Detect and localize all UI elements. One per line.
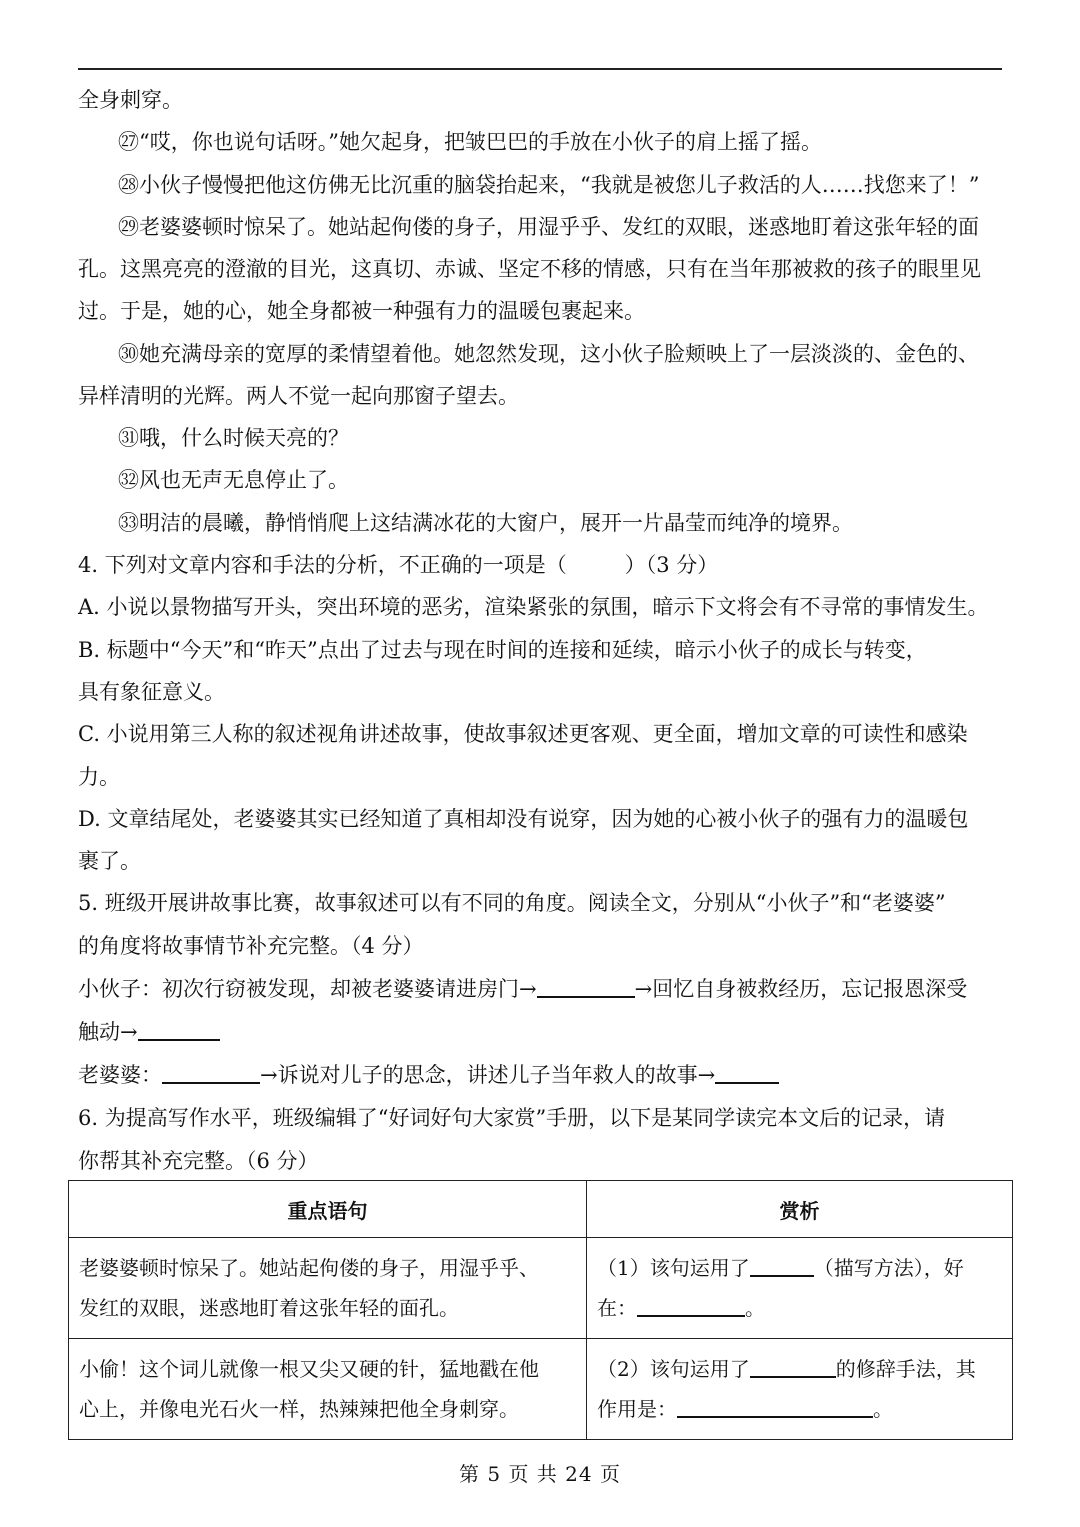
q6-blank-1[interactable]: [750, 1253, 814, 1277]
cell-text: 在：: [597, 1296, 637, 1320]
q6-blank-2[interactable]: [637, 1293, 745, 1317]
q6-blank-3[interactable]: [750, 1354, 836, 1378]
paragraph-33: ㉝明洁的晨曦，静悄悄爬上这结满冰花的大窗户，展开一片晶莹而纯净的境界。: [118, 511, 853, 535]
table-row: [69, 1339, 1013, 1440]
q4-option-d: D. 文章结尾处，老婆婆其实已经知道了真相却没有说穿，因为她的心被小伙子的强有力的温暖包: [78, 807, 969, 831]
q4-stem-a: 4. 下列对文章内容和手法的分析，不正确的一项是（: [78, 553, 567, 577]
table-header-key-sentence: 重点语句: [69, 1181, 587, 1238]
cell-text: 心上，并像电光石火一样，热辣辣把他全身刺穿。: [79, 1397, 519, 1421]
paragraph-31: ㉛哦，什么时候天亮的？: [118, 426, 349, 450]
cell-text: 的修辞手法，其: [835, 1357, 976, 1381]
q4-option-b: B. 标题中“今天”和“昨天”点出了过去与现在时间的连接和延续，暗示小伙子的成长与转变，: [78, 638, 927, 662]
q4-option-b-cont: 具有象征意义。: [78, 680, 225, 704]
q5-boy-blank-2[interactable]: [138, 1017, 220, 1041]
q4-option-c-cont: 力。: [78, 765, 120, 789]
paragraph-27: ㉗“哎，你也说句话呀。”她欠起身，把皱巴巴的手放在小伙子的肩上摇了摇。: [118, 130, 822, 154]
q5-old-blank-1[interactable]: [162, 1060, 260, 1084]
table-header-row: [69, 1181, 1013, 1238]
paragraph-32: ㉜风也无声无息停止了。: [118, 468, 349, 492]
q5-old-blank-2[interactable]: [715, 1060, 779, 1084]
table-row: [69, 1238, 1013, 1339]
q5-old-b: →诉说对儿子的思念，讲述儿子当年救人的故事→: [260, 1063, 716, 1087]
paragraph-28: ㉘小伙子慢慢把他这仿佛无比沉重的脑袋抬起来，“我就是被您儿子救活的人……找您来了！”: [118, 173, 980, 197]
q5-boy-a: 小伙子：初次行窃被发现，却被老婆婆请进房门→: [78, 977, 537, 1001]
table-cell-sentence-2: [69, 1339, 587, 1440]
passage-line: 孔。这黑亮亮的澄澈的目光，这真切、赤诚、坚定不移的情感，只有在当年那被救的孩子的眼里见: [78, 257, 981, 281]
paragraph-30: ㉚她充满母亲的宽厚的柔情望着他。她忽然发现，这小伙子脸颊映上了一层淡淡的、金色的、: [118, 342, 979, 366]
q5-boy-line: [78, 974, 1008, 1004]
question-6-stem-cont: 你帮其补充完整。（6 分）: [78, 1149, 319, 1173]
cell-text: 老婆婆顿时惊呆了。她站起佝偻的身子，用湿乎乎、: [79, 1256, 539, 1280]
cell-text: （1）该句运用了: [597, 1256, 750, 1280]
table-cell-analysis-2: [587, 1339, 1013, 1440]
question-6-stem: 6. 为提高写作水平，班级编辑了“好词好句大家赏”手册，以下是某同学读完本文后的记录，请: [78, 1106, 946, 1130]
cell-line: [597, 1389, 1002, 1429]
q4-stem-b: ）（3 分）: [624, 553, 719, 577]
q5-boy-b: →回忆自身被救经历，忘记报恩深受: [634, 977, 968, 1001]
cell-text: （描写方法），好: [813, 1256, 964, 1280]
page-number: 第 5 页 共 24 页: [459, 1462, 621, 1486]
q6-blank-4[interactable]: [677, 1394, 873, 1418]
q4-option-a: A. 小说以景物描写开头，突出环境的恶劣，渲染紧张的氛围，暗示下文将会有不寻常的事情发生。: [78, 595, 989, 619]
passage-line: 全身刺穿。: [78, 88, 183, 112]
cell-text: （2）该句运用了: [597, 1357, 750, 1381]
cell-line: [597, 1349, 1002, 1389]
table-cell-sentence-1: [69, 1238, 587, 1339]
passage-line: 异样清明的光辉。两人不觉一起向那窗子望去。: [78, 384, 519, 408]
question-5-stem: 5. 班级开展讲故事比赛，故事叙述可以有不同的角度。阅读全文，分别从“小伙子”和“老婆婆”: [78, 891, 946, 915]
table-cell-analysis-1: [587, 1238, 1013, 1339]
cell-text: 作用是：: [597, 1397, 677, 1421]
q5-boy-blank-1[interactable]: [537, 974, 635, 998]
passage-line: 过。于是，她的心，她全身都被一种强有力的温暖包裹起来。: [78, 299, 645, 323]
q5-boy-line-cont: [78, 1017, 1008, 1047]
header-rule: [78, 68, 1002, 70]
cell-line: [597, 1288, 1002, 1328]
q4-option-d-cont: 裹了。: [78, 849, 141, 873]
q5-boy-c: 触动→: [78, 1020, 138, 1044]
cell-text: 。: [745, 1296, 765, 1320]
question-5-stem-cont: 的角度将故事情节补充完整。（4 分）: [78, 934, 424, 958]
cell-text: 小偷！这个词儿就像一根又尖又硬的针，猛地戳在他: [79, 1357, 539, 1381]
q5-old-a: 老婆婆：: [78, 1063, 162, 1087]
paragraph-29: ㉙老婆婆顿时惊呆了。她站起佝偻的身子，用湿乎乎、发红的双眼，迷惑地盯着这张年轻的面: [118, 215, 979, 239]
appreciation-table: [68, 1180, 1013, 1440]
q5-old-line: [78, 1060, 1008, 1090]
cell-text: 。: [873, 1397, 893, 1421]
question-4-stem: [78, 550, 1008, 580]
cell-text: 发红的双眼，迷惑地盯着这张年轻的面孔。: [79, 1296, 459, 1320]
table-header-appreciation: 赏析: [587, 1181, 1013, 1238]
cell-line: [597, 1248, 1002, 1288]
q4-option-c: C. 小说用第三人称的叙述视角讲述故事，使故事叙述更客观、更全面，增加文章的可读性和感染: [78, 722, 968, 746]
